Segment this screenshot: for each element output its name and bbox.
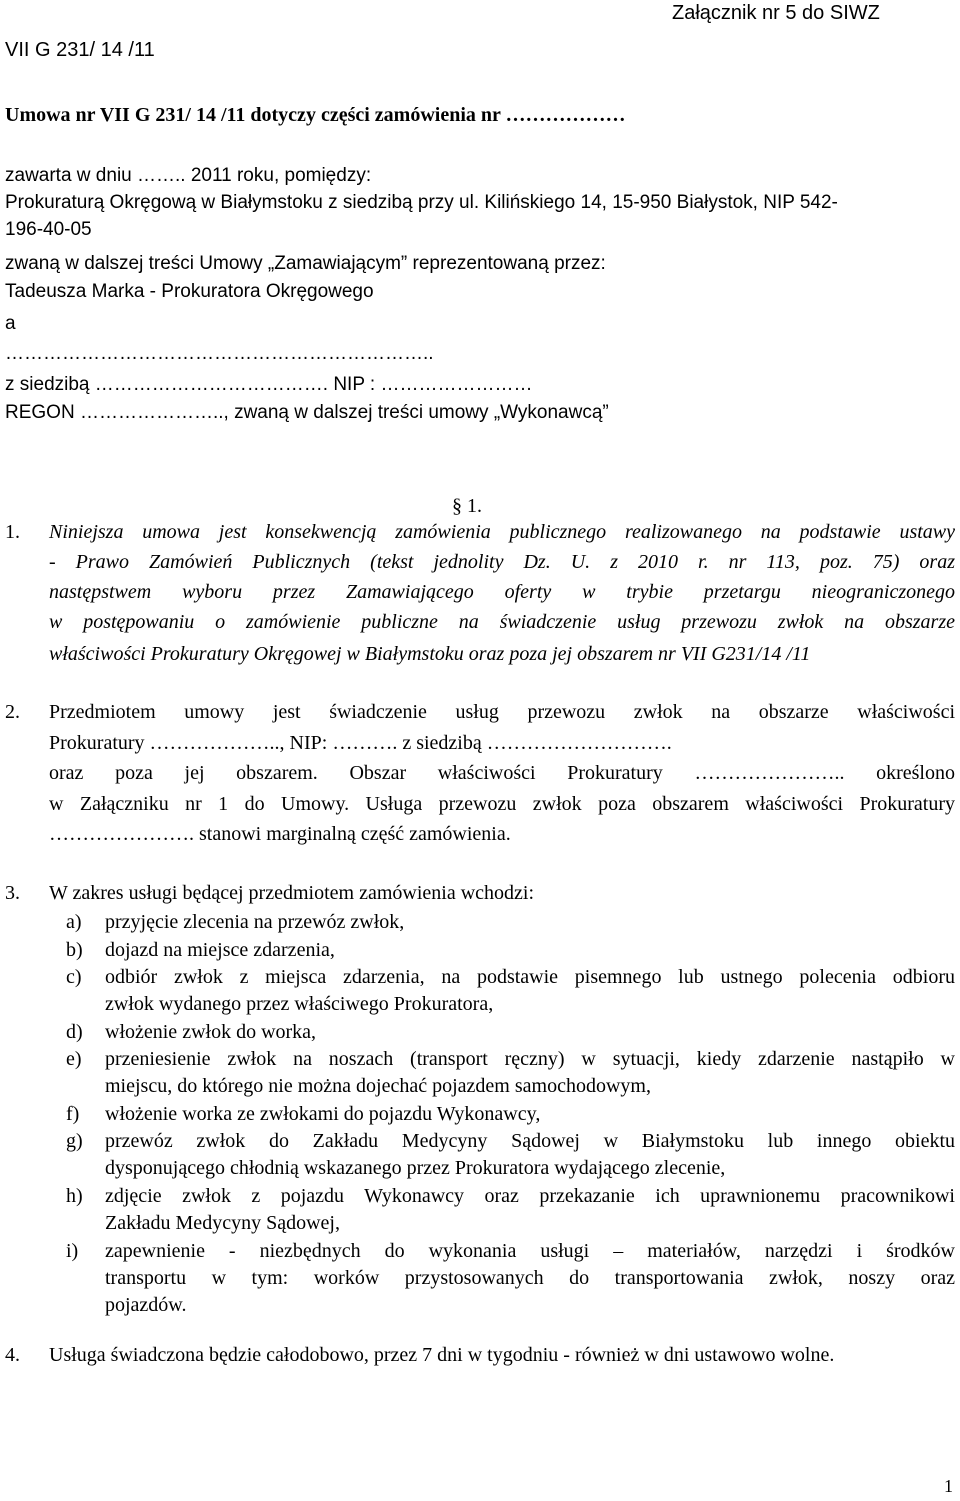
paragraph-number: 2. <box>5 701 20 723</box>
paragraph-1-line: następstwem wyboru przez Zamawiającego oferty w trybie przetargu nieograniczonego <box>49 581 955 603</box>
list-item-letter: i) <box>66 1240 79 1262</box>
parties-line: 196-40-05 <box>5 219 92 240</box>
list-item-text: miejscu, do którego nie można dojechać pojazdem samochodowym, <box>105 1075 651 1097</box>
list-item-text: zwłok wydanego przez właściwego Prokuratora, <box>105 993 494 1015</box>
case-reference: VII G 231/ 14 /11 <box>5 39 155 61</box>
list-item-letter: d) <box>66 1021 83 1043</box>
list-item-text: włożenie zwłok do worka, <box>105 1021 317 1043</box>
annex-label: Załącznik nr 5 do SIWZ <box>672 2 880 24</box>
paragraph-1-line: - Prawo Zamówień Publicznych (tekst jednolity Dz. U. z 2010 r. nr 113, poz. 75) oraz <box>49 551 955 573</box>
list-item-text: zapewnienie - niezbędnych do wykonania usługi – materiałów, narzędzi i środków <box>105 1240 955 1262</box>
section-heading: § 1. <box>452 495 482 517</box>
list-item-text: Zakładu Medycyny Sądowej, <box>105 1212 340 1234</box>
paragraph-2-line: …………………. stanowi marginalną część zamówienia. <box>49 823 511 845</box>
list-item-letter: f) <box>66 1103 80 1125</box>
parties-line: ………………………………………………………….. <box>5 343 434 364</box>
list-item-text: dysponującego chłodnią wskazanego przez Prokuratora wydającego zlecenie, <box>105 1157 726 1179</box>
list-item-letter: h) <box>66 1185 83 1207</box>
paragraph-1-line: w postępowaniu o zamówienie publiczne na świadczenie usług przewozu zwłok na obszarze <box>49 611 955 633</box>
paragraph-4-text: Usługa świadczona będzie całodobowo, przez 7 dni w tygodniu - również w dni ustawowo wolne. <box>49 1344 835 1366</box>
paragraph-number: 1. <box>5 521 20 543</box>
parties-line: Tadeusza Marka - Prokuratora Okręgowego <box>5 281 374 302</box>
list-item-letter: a) <box>66 911 82 933</box>
list-item-text: transportu w tym: worków przystosowanych do transportowania zwłok, noszy oraz <box>105 1267 955 1289</box>
paragraph-2-line: oraz poza jej obszarem. Obszar właściwości Prokuratury ………………….. określono <box>49 762 955 784</box>
paragraph-2-line: Przedmiotem umowy jest świadczenie usług przewozu zwłok na obszarze właściwości <box>49 701 955 723</box>
list-item-text: przyjęcie zlecenia na przewóz zwłok, <box>105 911 405 933</box>
paragraph-2-line: Prokuratury ……………….., NIP: ………. z siedzibą ………………………. <box>49 732 672 754</box>
parties-line: z siedzibą ………………………………. NIP : …………………… <box>5 374 533 395</box>
parties-line: zawarta w dniu …….. 2011 roku, pomiędzy: <box>5 165 372 186</box>
list-item-text: zdjęcie zwłok z pojazdu Wykonawcy oraz przekazanie ich uprawnionemu pracownikowi <box>105 1185 955 1207</box>
paragraph-number: 3. <box>5 882 20 904</box>
parties-line: zwaną w dalszej treści Umowy „Zamawiającym” reprezentowaną przez: <box>5 253 606 274</box>
list-item-letter: g) <box>66 1130 83 1152</box>
list-item-letter: b) <box>66 939 83 961</box>
list-item-text: pojazdów. <box>105 1294 187 1316</box>
list-item-letter: e) <box>66 1048 82 1070</box>
parties-line: Prokuraturą Okręgową w Białymstoku z siedzibą przy ul. Kilińskiego 14, 15-950 Białystok, NIP 542- <box>5 192 838 213</box>
list-item-text: przeniesienie zwłok na noszach (transport ręczny) w sytuacji, kiedy zdarzenie nastąpiło w <box>105 1048 955 1070</box>
list-item-text: odbiór zwłok z miejsca zdarzenia, na podstawie pisemnego lub ustnego polecenia odbioru <box>105 966 955 988</box>
parties-line: REGON ………………….., zwaną w dalszej treści umowy „Wykonawcą” <box>5 402 609 423</box>
list-item-letter: c) <box>66 966 82 988</box>
list-item-text: włożenie worka ze zwłokami do pojazdu Wykonawcy, <box>105 1103 541 1125</box>
paragraph-number: 4. <box>5 1344 20 1366</box>
paragraph-2-line: w Załączniku nr 1 do Umowy. Usługa przewozu zwłok poza obszarem właściwości Prokuratury <box>49 793 955 815</box>
page-number: 1 <box>944 1476 953 1496</box>
paragraph-1-line: Niniejsza umowa jest konsekwencją zamówienia publicznego realizowanego na podstawie ustawy <box>49 521 955 543</box>
list-item-text: dojazd na miejsce zdarzenia, <box>105 939 335 961</box>
contract-title: Umowa nr VII G 231/ 14 /11 dotyczy części zamówienia nr ……………… <box>5 104 626 126</box>
parties-line: a <box>5 313 16 334</box>
paragraph-3-intro: W zakres usługi będącej przedmiotem zamówienia wchodzi: <box>49 882 534 904</box>
list-item-text: przewóz zwłok do Zakładu Medycyny Sądowej w Białymstoku lub innego obiektu <box>105 1130 955 1152</box>
paragraph-1-line: właściwości Prokuratury Okręgowej w Białymstoku oraz poza jej obszarem nr VII G231/14 /11 <box>49 643 811 665</box>
